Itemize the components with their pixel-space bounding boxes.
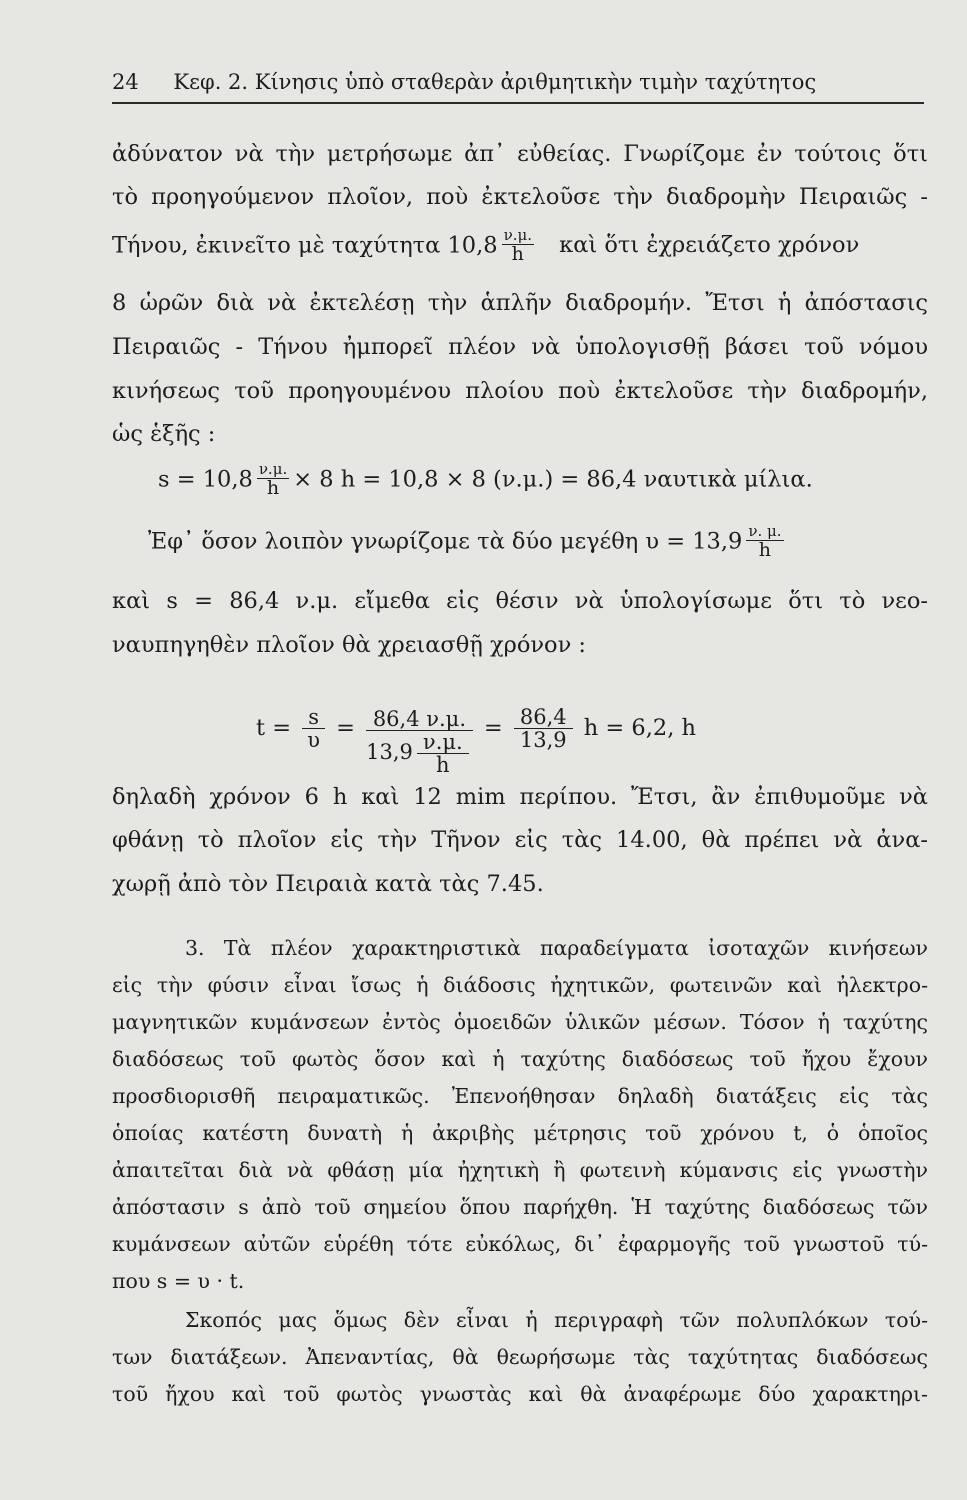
fraction-numerator: 86,4 bbox=[514, 706, 573, 729]
text-line: κυμάνσεων αὐτῶν εὑρέθη τότε εὐκόλως, δι᾽ ἐφαρμογῆς τοῦ γνωστοῦ τύ- bbox=[112, 1232, 928, 1256]
text-line: μαγνητικῶν κυμάνσεων ἐντὸς ὁμοειδῶν ὑλικῶν μέσων. Τόσον ἡ ταχύτης bbox=[112, 1010, 928, 1034]
text-line: Πειραιῶς - Τήνου ἠμπορεῖ πλέον νὰ ὑπολογισθῇ βάσει τοῦ νόμου bbox=[112, 334, 928, 360]
text-line: ναυπηγηθὲν πλοῖον θὰ χρειασθῇ χρόνον : bbox=[112, 632, 586, 658]
text-segment: Ἐφ᾽ ὅσον λοιπὸν γνωρίζομε τὰ δύο μεγέθη υ = 13,9 bbox=[148, 528, 743, 555]
compound-fraction bbox=[366, 708, 473, 776]
fraction-denominator bbox=[366, 731, 473, 776]
text-line: χωρῇ ἀπὸ τὸν Πειραιὰ κατὰ τὰς 7.45. bbox=[112, 871, 544, 897]
equation-segment: s = 10,8 bbox=[158, 466, 253, 493]
fraction-numerator: 86,4 ν.μ. bbox=[366, 708, 473, 731]
fraction-numerator: ν.μ. bbox=[258, 460, 288, 478]
fraction-denominator: h bbox=[511, 242, 524, 265]
text-line: προσδιορισθῆ πειραματικῶς. Ἐπενοήθησαν δηλαδὴ διατάξεις εἰς τὰς bbox=[112, 1084, 928, 1108]
fraction bbox=[502, 228, 534, 265]
equation-segment: h = 6,2, h bbox=[583, 714, 697, 741]
chapter-title: Κεφ. 2. Κίνησις ὑπὸ σταθερὰν ἀριθμητικὴν τιμὴν ταχύτητος bbox=[173, 70, 817, 94]
text-segment: καὶ ὅτι ἐχρειάζετο χρόνον bbox=[559, 232, 860, 259]
equation-segment: t = bbox=[256, 714, 292, 741]
denominator-value: 13,9 bbox=[366, 740, 413, 765]
text-line: καὶ s = 86,4 ν.μ. εἴμεθα εἰς θέσιν νὰ ὑπολογίσωμε ὅτι τὸ νεο- bbox=[112, 588, 928, 614]
text-line: ἀδύνατον νὰ τὴν μετρήσωμε ἀπ᾽ εὐθείας. Γνωρίζομε ἐν τούτοις ὅτι bbox=[112, 141, 928, 167]
fraction-denominator: h bbox=[266, 476, 280, 499]
paragraph-first-line: 3. Τὰ πλέον χαρακτηριστικὰ παραδείγματα ἰσοταχῶν κινήσεων bbox=[185, 936, 928, 960]
fraction bbox=[514, 706, 573, 751]
nested-fraction bbox=[417, 731, 469, 776]
fraction bbox=[302, 706, 325, 751]
equation-time bbox=[256, 680, 856, 776]
equation-distance bbox=[158, 462, 918, 499]
text-line: που s = υ · t. bbox=[112, 1269, 245, 1293]
text-segment: Τήνου, ἐκινεῖτο μὲ ταχύτητα 10,8 bbox=[112, 232, 498, 259]
text-line: ἀπόστασιν s ἀπὸ τοῦ σημείου ὅπου παρήχθη. Ἡ ταχύτης διαδόσεως τῶν bbox=[112, 1195, 928, 1219]
text-line: κινήσεως τοῦ προηγουμένου πλοίου ποὺ ἐκτελοῦσε τὴν διαδρομήν, bbox=[112, 378, 928, 404]
running-header bbox=[112, 70, 924, 94]
fraction-numerator: ν. μ. bbox=[748, 522, 782, 540]
fraction bbox=[746, 524, 783, 561]
paragraph-first-line: Σκοπός μας ὅμως δὲν εἶναι ἡ περιγραφὴ τῶν πολυπλόκων τού- bbox=[185, 1308, 928, 1332]
text-line: 8 ὡρῶν διὰ νὰ ἐκτελέσῃ τὴν ἁπλῆν διαδρομήν. Ἔτσι ἡ ἀπόστασις bbox=[112, 290, 928, 316]
fraction-denominator: h bbox=[758, 538, 772, 561]
fraction bbox=[257, 462, 289, 499]
equation-segment: = bbox=[336, 714, 355, 741]
text-line: δηλαδὴ χρόνον 6 h καὶ 12 mim περίπου. Ἔτσι, ἂν ἐπιθυμοῦμε νὰ bbox=[112, 784, 928, 810]
text-line-with-fraction bbox=[148, 524, 928, 561]
text-line: τὸ προηγούμενον πλοῖον, ποὺ ἐκτελοῦσε τὴν διαδρομὴν Πειραιῶς - bbox=[112, 184, 928, 210]
equation-segment: = bbox=[483, 714, 503, 741]
fraction-numerator: ν.μ. bbox=[503, 226, 532, 244]
text-line: ἀπαιτεῖται διὰ νὰ φθάσῃ μία ἠχητικὴ ἢ φωτεινὴ κύμανσις εἰς γνωστὴν bbox=[112, 1158, 928, 1182]
text-line: ὡς ἑξῆς : bbox=[112, 421, 216, 447]
text-line: των διατάξεων. Ἀπεναντίας, θὰ θεωρήσωμε τὰς ταχύτητας διαδόσεως bbox=[112, 1345, 928, 1369]
header-rule bbox=[112, 102, 924, 104]
fraction-denominator: υ bbox=[307, 727, 320, 752]
text-line: ὁποίας κατέστη δυνατὴ ἡ ἀκριβὴς μέτρησις τοῦ χρόνου t, ὁ ὁποῖος bbox=[112, 1121, 928, 1145]
text-line: φθάνῃ τὸ πλοῖον εἰς τὴν Τῆνον εἰς τὰς 14.00, θὰ πρέπει νὰ ἀνα- bbox=[112, 827, 928, 853]
text-line: εἰς τὴν φύσιν εἶναι ἴσως ἡ διάδοσις ἠχητικῶν, φωτεινῶν καὶ ἠλεκτρο- bbox=[112, 973, 928, 997]
text-line-with-fraction bbox=[112, 228, 928, 265]
fraction-denominator: 13,9 bbox=[519, 727, 567, 752]
fraction-numerator: s bbox=[302, 706, 325, 729]
text-line: τοῦ ἤχου καὶ τοῦ φωτὸς γνωστὰς καὶ θὰ ἀναφέρωμε δύο χαρακτηρι- bbox=[112, 1382, 928, 1406]
text-line: διαδόσεως τοῦ φωτὸς ὅσον καὶ ἡ ταχύτης διαδόσεως τοῦ ἤχου ἔχουν bbox=[112, 1047, 928, 1071]
fraction-numerator: ν.μ. bbox=[417, 731, 469, 754]
page-number: 24 bbox=[112, 70, 139, 94]
fraction-denominator: h bbox=[436, 753, 450, 778]
equation-segment: × 8 h = 10,8 × 8 (ν.μ.) = 86,4 ναυτικὰ μίλια. bbox=[293, 466, 813, 493]
